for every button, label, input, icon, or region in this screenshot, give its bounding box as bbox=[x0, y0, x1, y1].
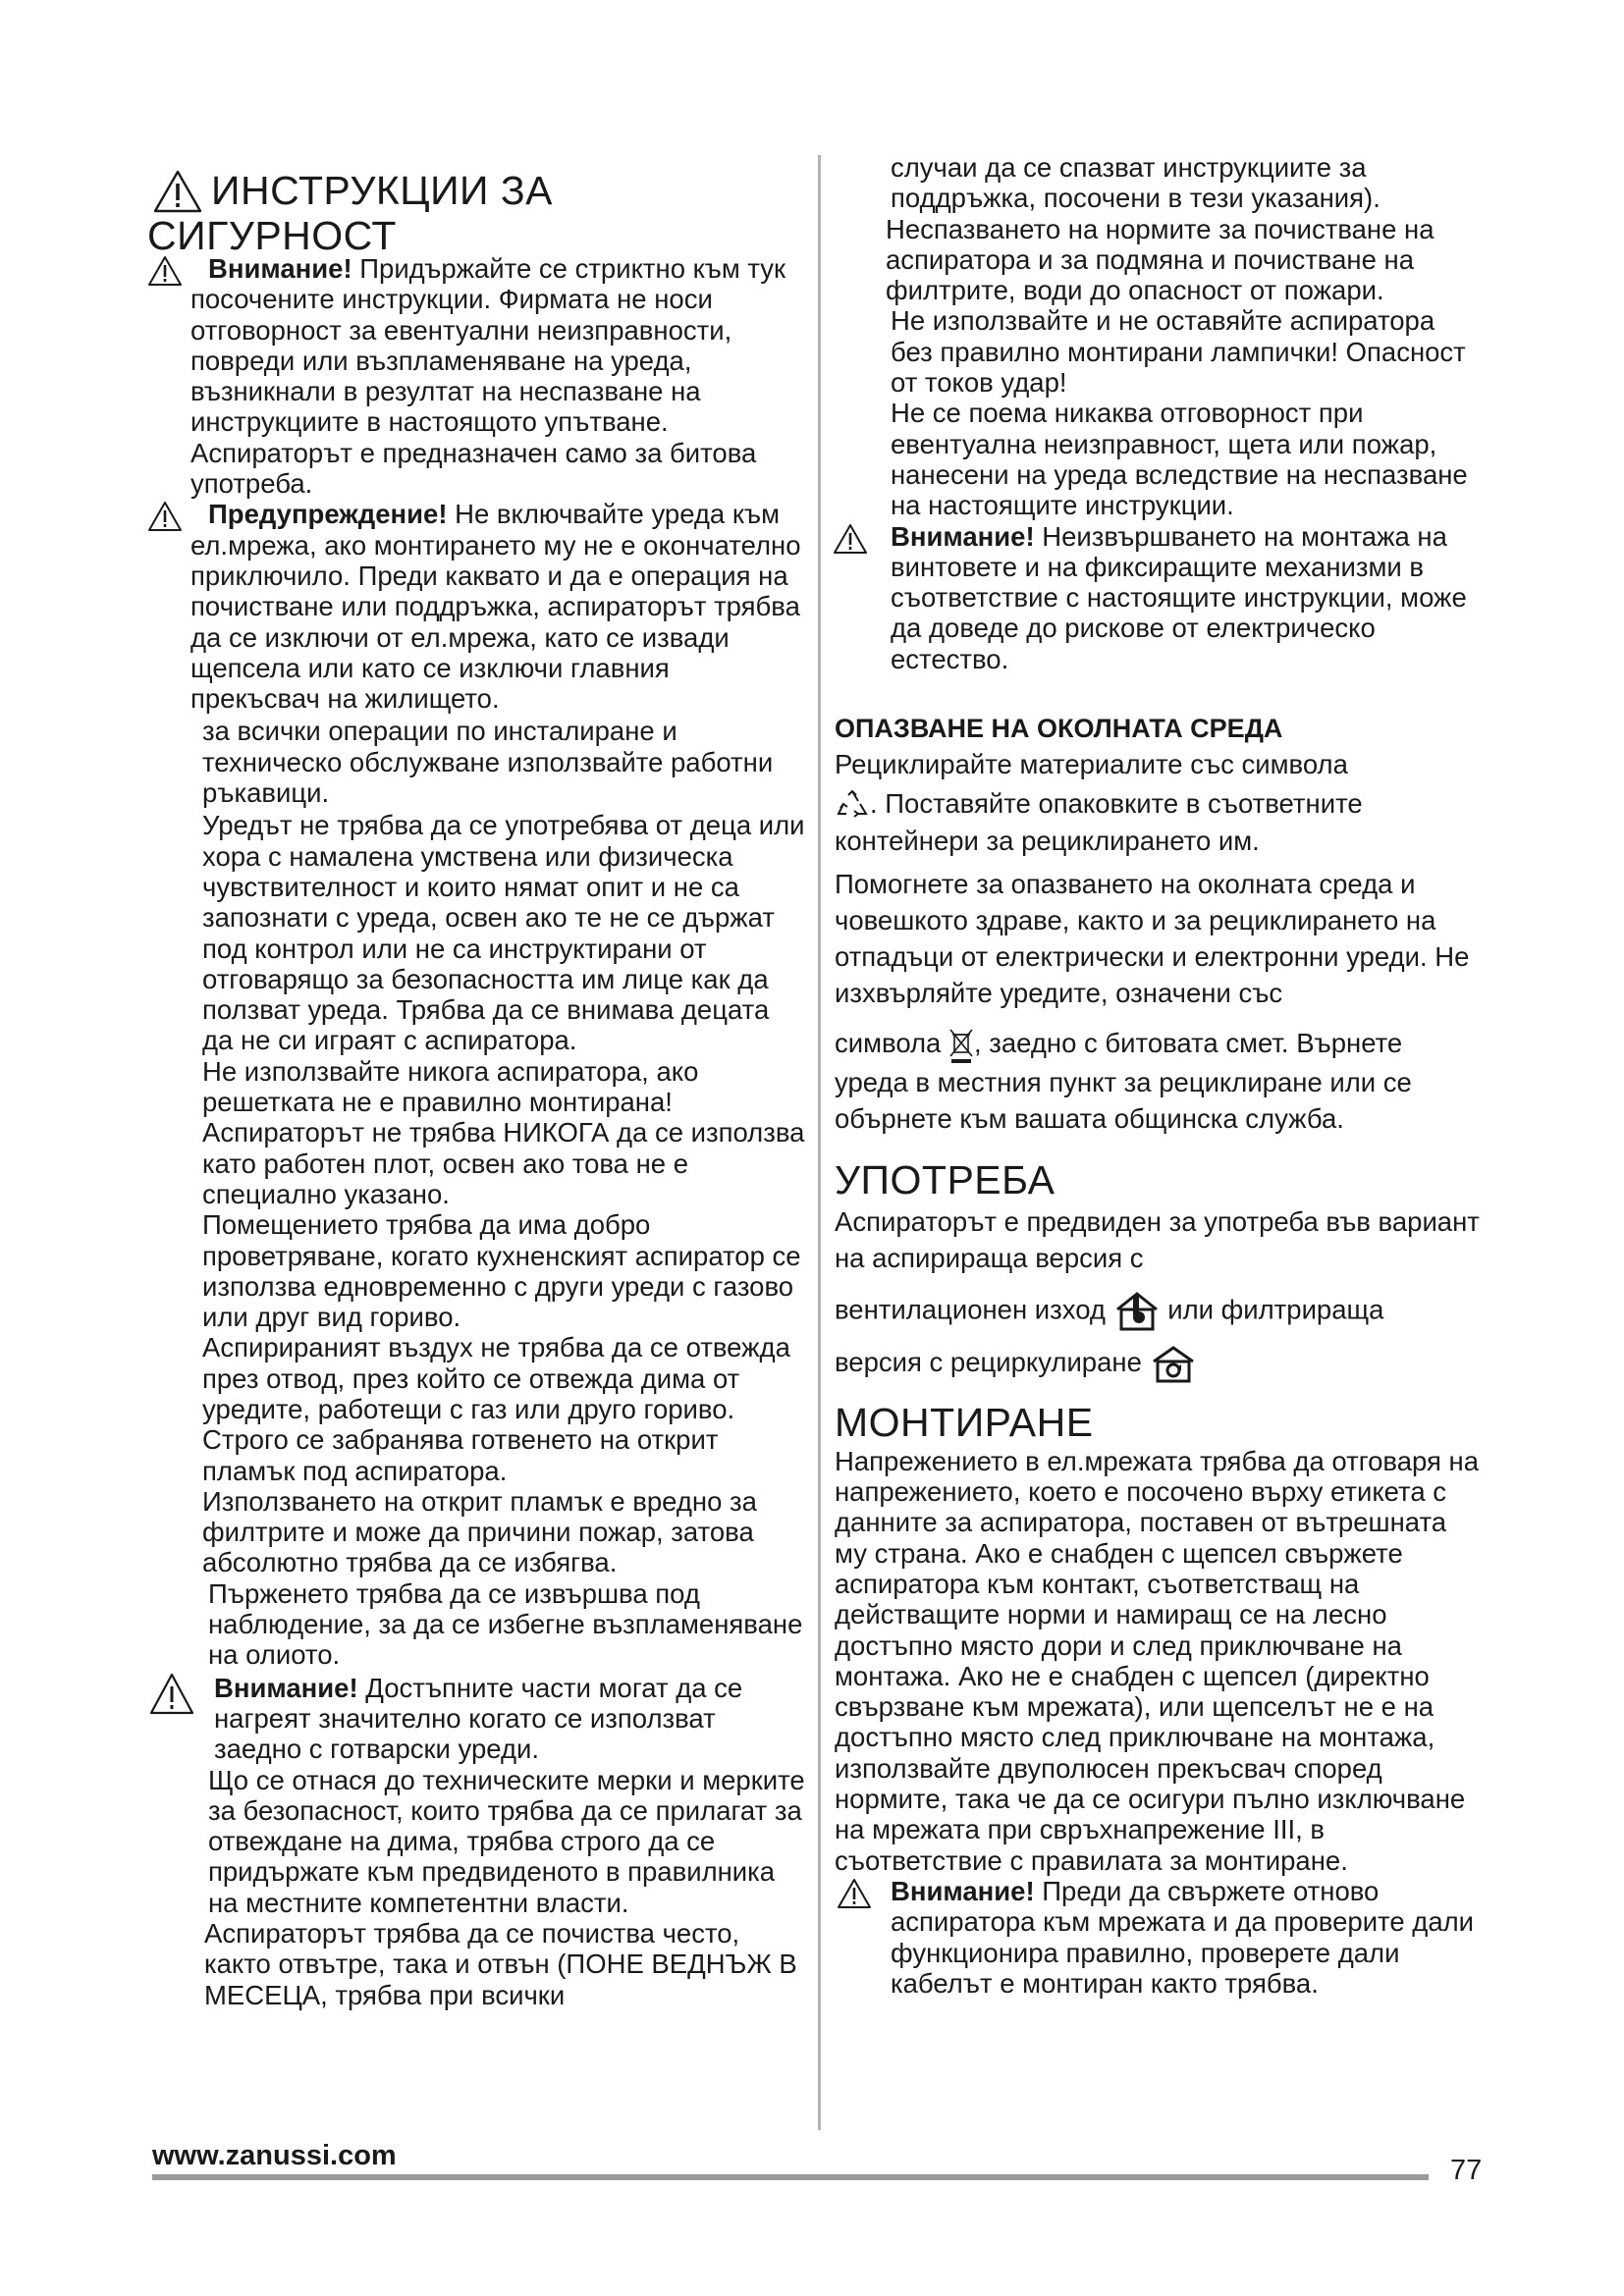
left-column bbox=[147, 147, 805, 2010]
warning-text: Не включвайте уреда към ел.мрежа, ако монтирането му не е окончателно приключило. Преди каквато и да е операция на почистване или поддръжка, аспираторът трябва да се изключи от ел.мрежа, като се извади щепсела или като се изключи главния прекъсвач на жилището. bbox=[190, 499, 801, 715]
warning-paragraph bbox=[208, 1673, 805, 1765]
safety-paragraph: Използването на открит пламък е вредно за филтрите и може да причини пожар, затова абсолютно трябва да се избягва. bbox=[202, 1485, 757, 1578]
warning-block-1 bbox=[147, 253, 805, 499]
safety-paragraph: Не използвайте никога аспиратора, ако решетката не е правилно монтирана! bbox=[202, 1055, 699, 1118]
safety-paragraph: Аспираторът не трябва НИКОГА да се използва като работен плот, освен ако това не е специално указано. bbox=[202, 1117, 805, 1209]
warning-text: Преди да свържете отново аспиратора към мрежата и да проверите дали функционира правилно, проверете дали кабелът е монтиран както трябва. bbox=[891, 1875, 1475, 1999]
safety-paragraph: Помещението трябва да има добро проветряване, когато кухненският аспиратор се използва едновременно с други уреди с газово или друг вид гориво. bbox=[202, 1209, 801, 1333]
section-title-mounting: МОНТИРАНЕ bbox=[835, 1399, 1094, 1445]
safety-paragraph: Аспираторът трябва да се почиства често, както отвътре, така и отвън (ПОНЕ ВЕДНЪЖ В МЕСЕЦА, трябва при всички bbox=[204, 1918, 797, 2010]
column-divider bbox=[818, 155, 821, 2130]
warning-paragraph bbox=[190, 253, 805, 499]
environment-paragraph bbox=[835, 785, 1483, 860]
environment-paragraph: Помогнете за опазването на околната среда и човешкото здраве, както и за рециклирането на отпадъци от електрически и електронни уреди. Не изхвърляйте уредите, означени със bbox=[835, 869, 1470, 1009]
warning-text: Достъпните части могат да се нагреят значително когато се използват заедно с готварски уреди. bbox=[214, 1672, 743, 1765]
recycle-icon bbox=[835, 789, 870, 823]
use-text: вентилационен изход bbox=[835, 1294, 1113, 1325]
page-number: 77 bbox=[1450, 2155, 1483, 2186]
footer-rule bbox=[152, 2174, 1429, 2180]
warning-paragraph bbox=[891, 521, 1483, 674]
recirculation-hood-icon bbox=[1150, 1344, 1197, 1385]
warning-triangle-icon bbox=[837, 1878, 872, 1909]
warning-triangle-icon bbox=[152, 169, 203, 214]
warning-label: Внимание! bbox=[891, 1875, 1035, 1906]
warning-triangle-icon bbox=[833, 523, 868, 555]
safety-paragraph: Аспирираният въздух не трябва да се отвежда през отвод, през който се отвежда дима от уредите, работещи с газ или друго гориво. bbox=[202, 1332, 790, 1424]
use-paragraph bbox=[835, 1290, 1483, 1333]
use-paragraph: Аспираторът е предвиден за употреба във вариант на аспирираща версия с bbox=[835, 1206, 1480, 1274]
safety-paragraph: за всички операции по инсталиране и техническо обслужване използвайте работни ръкавици. bbox=[202, 716, 774, 809]
safety-paragraph: Не се поема никаква отговорност при евентуална неизправност, щета или пожар, нанесени на уреда вследствие на неспазване на настоящите инструкции. bbox=[891, 398, 1468, 521]
warning-text: Неизвършването на монтажа на винтовете и на фиксиращите механизми в съответствие с настоящите инструкции, може да доведе до рискове от електрическо естество. bbox=[891, 520, 1467, 674]
right-column bbox=[835, 152, 1483, 1999]
safety-title-block bbox=[147, 147, 805, 214]
warning-block-5 bbox=[835, 1876, 1483, 1999]
mounting-paragraph: Напрежението в ел.мрежата трябва да отговаря на напрежението, което е посочено върху етикета с данните за аспиратора, поставен от вътрешната му страна. Ако е снабден с щепсел свържете аспиратора към контакт, съответстващ на действащите норми и намиращ се на лесно достъпно място дори и след приключване на монтажа. Ако не е снабден с щепсел (директно свързване към мрежата), или щепселът не е на достъпно място след приключване на монтажа, използвайте двуполюсен прекъсвач според нормите, така че да се осигури пълно изключване на мрежата при свръхнапрежение III, в съответствие с правилата за монтиране. bbox=[835, 1445, 1480, 1876]
warning-triangle-icon bbox=[147, 501, 183, 532]
warning-block-3 bbox=[147, 1673, 805, 1765]
environment-text: , заедно с битовата смет. Върнете уреда в местния пункт за рециклиране или се обърнете към вашата общинска служба. bbox=[835, 1028, 1412, 1135]
environment-text: символа bbox=[835, 1028, 948, 1059]
use-text: версия с рециркулиране bbox=[835, 1347, 1150, 1378]
warning-block-4 bbox=[835, 521, 1483, 674]
environment-paragraph bbox=[835, 1025, 1483, 1137]
environment-text: . Поставяйте опаковките в съответните контейнери за рециклирането им. bbox=[835, 788, 1363, 857]
section-title-environment: ОПАЗВАНЕ НА ОКОЛНАТА СРЕДА bbox=[835, 714, 1283, 744]
warning-label: Внимание! bbox=[214, 1672, 358, 1703]
warning-paragraph bbox=[190, 499, 805, 714]
warning-paragraph bbox=[891, 1876, 1483, 1999]
safety-paragraph: Уредът не трябва да се употребява от деца или хора с намалена умствена или физическа чувствителност и които нямат опит и не са запознати с уреда, освен ако те не се държат под контрол или не са инструктирани от отговарящо за безопасността им лице как да ползват уреда. Трябва да се внимава децата да не си играят с аспиратора. bbox=[202, 810, 805, 1056]
warning-triangle-icon bbox=[147, 255, 183, 287]
vented-hood-icon bbox=[1113, 1290, 1161, 1333]
safety-paragraph: Що се отнася до техническите мерки и мерките за безопасност, които трябва да се прилагат за отвеждане на дима, трябва строго да се придържате към предвиденото в правилника на местните компетентни власти. bbox=[208, 1764, 805, 1918]
section-title-safety: ИНСТРУКЦИИ ЗА bbox=[211, 168, 554, 213]
warning-triangle-icon bbox=[149, 1673, 194, 1716]
use-paragraph bbox=[835, 1343, 1483, 1385]
crossed-bin-icon bbox=[948, 1027, 974, 1064]
warning-text: Придържайте се стриктно към тук посочените инструкции. Фирмата не носи отговорност за евентуални неизправности, повреди или възпламеняване на уреда, възникнали в резултат на неспазване на инструкциите в настоящото упътване. Аспираторът е предназначен само за битова употреба. bbox=[190, 253, 786, 500]
use-text: или филтрираща bbox=[1160, 1294, 1384, 1325]
safety-paragraph: случаи да се спазват инструкциите за поддръжка, посочени в тези указания). bbox=[891, 152, 1380, 214]
section-title-safety-line2: СИГУРНОСТ bbox=[147, 213, 397, 258]
warning-label: Внимание! bbox=[208, 253, 352, 284]
warning-label: Внимание! bbox=[891, 520, 1035, 552]
warning-block-2 bbox=[147, 499, 805, 714]
section-title-use: УПОТРЕБА bbox=[835, 1157, 1056, 1203]
safety-paragraph: Не използвайте и не оставяйте аспиратора без правилно монтирани лампички! Опасност от токов удар! bbox=[891, 305, 1466, 399]
safety-paragraph: Пърженето трябва да се извършва под наблюдение, за да се избегне възпламеняване на олиото. bbox=[208, 1577, 803, 1671]
safety-paragraph: Неспазването на нормите за почистване на аспиратора и за подмяна и почистване на филтрите, води до опасност от пожари. bbox=[886, 213, 1435, 306]
environment-paragraph: Рециклирайте материалите със символа bbox=[835, 749, 1348, 780]
safety-paragraph: Строго се забранява готвенето на открит пламък под аспиратора. bbox=[202, 1424, 719, 1486]
warning-label: Предупреждение! bbox=[208, 499, 448, 530]
website-link[interactable]: www.zanussi.com bbox=[152, 2140, 397, 2171]
